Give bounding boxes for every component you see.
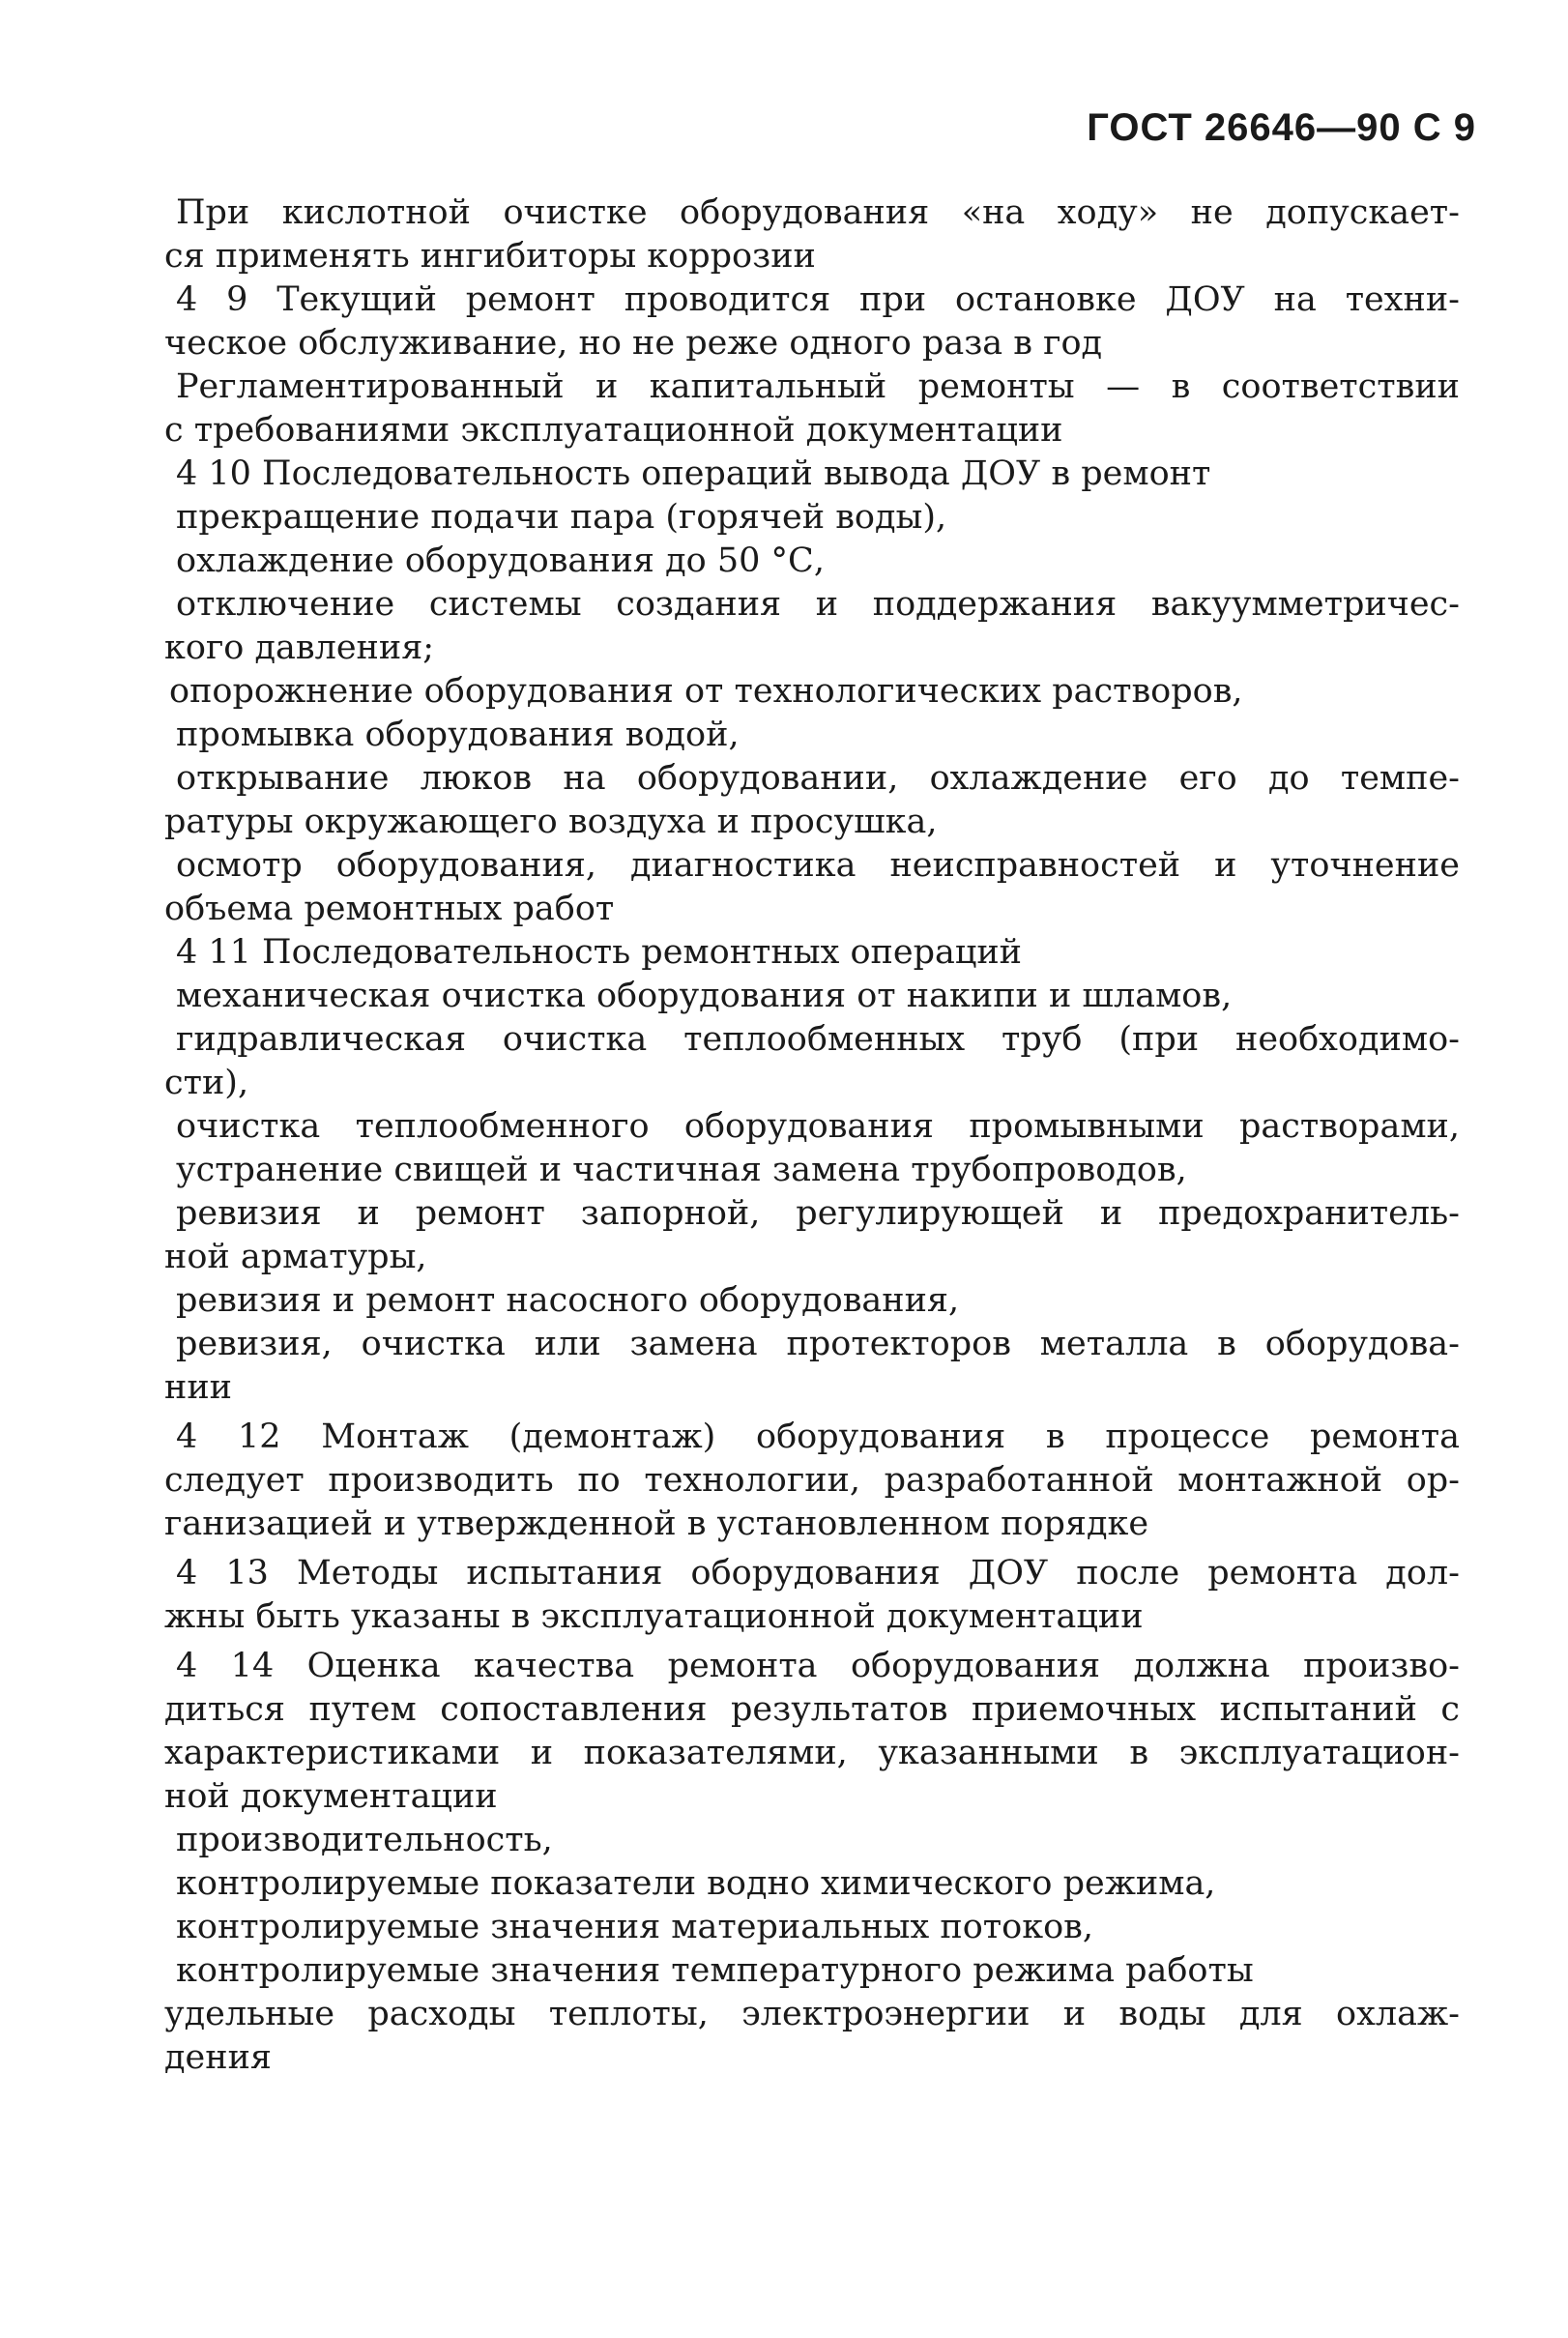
text-line: гидравлическая очистка теплообменных труб (при необходимо- xyxy=(176,1020,1460,1059)
text-line: сти), xyxy=(164,1064,249,1102)
text-line: ганизацией и утвержденной в установленном порядке xyxy=(164,1505,1149,1543)
document-body xyxy=(164,191,1460,2080)
text-line: При кислотной очистке оборудования «на ходу» не допускает- xyxy=(176,193,1460,232)
text-line: ся применять ингибиторы коррозии xyxy=(164,237,816,276)
text-line: ной арматуры, xyxy=(164,1238,427,1276)
text-line: дения xyxy=(164,2038,272,2077)
text-line: 4 11 Последовательность ремонтных операций xyxy=(176,933,1022,972)
text-line: промывка оборудования водой, xyxy=(176,716,740,754)
text-line: объема ремонтных работ xyxy=(164,890,615,928)
text-line: жны быть указаны в эксплуатационной документации xyxy=(164,1597,1144,1636)
text-line: механическая очистка оборудования от накипи и шламов, xyxy=(176,977,1233,1015)
text-line: Регламентированный и капитальный ремонты — в соответствии xyxy=(176,367,1460,406)
text-line: прекращение подачи пара (горячей воды), xyxy=(176,498,947,537)
text-line: нии xyxy=(164,1368,232,1407)
text-line: 4 13 Методы испытания оборудования ДОУ после ремонта дол- xyxy=(176,1554,1460,1593)
text-line: контролируемые значения материальных потоков, xyxy=(176,1908,1094,1946)
document-header: ГОСТ 26646—90 С 9 xyxy=(1087,106,1476,149)
text-line: с требованиями эксплуатационной документации xyxy=(164,411,1063,450)
text-line: ревизия, очистка или замена протекторов металла в оборудова- xyxy=(176,1325,1460,1363)
text-line: охлаждение оборудования до 50 °С, xyxy=(176,541,825,580)
text-line: удельные расходы теплоты, электроэнергии и воды для охлаж- xyxy=(164,1995,1460,2033)
text-line: ной документации xyxy=(164,1777,498,1816)
text-line: ратуры окружающего воздуха и просушка, xyxy=(164,803,938,841)
text-line: контролируемые значения температурного режима работы xyxy=(176,1951,1254,1990)
text-line: 4 14 Оценка качества ремонта оборудования должна произво- xyxy=(176,1647,1460,1685)
text-line: диться путем сопоставления результатов приемочных испытаний с xyxy=(164,1690,1460,1729)
text-line: опорожнение оборудования от технологических растворов, xyxy=(169,672,1243,711)
text-line: осмотр оборудования, диагностика неисправностей и уточнение xyxy=(176,846,1460,885)
text-line: открывание люков на оборудовании, охлаждение его до темпе- xyxy=(176,759,1460,798)
text-line: ческое обслуживание, но не реже одного раза в год xyxy=(164,324,1103,363)
text-line: контролируемые показатели водно химического режима, xyxy=(176,1864,1216,1903)
text-line: отключение системы создания и поддержания вакуумметричес- xyxy=(176,585,1460,624)
text-line: очистка теплообменного оборудования промывными растворами, xyxy=(176,1107,1460,1146)
text-line: 4 10 Последовательность операций вывода ДОУ в ремонт xyxy=(176,454,1211,493)
text-line: 4 9 Текущий ремонт проводится при остановке ДОУ на техни- xyxy=(176,280,1460,319)
text-line: 4 12 Монтаж (демонтаж) оборудования в процессе ремонта xyxy=(176,1417,1460,1456)
text-line: устранение свищей и частичная замена трубопроводов, xyxy=(176,1151,1187,1189)
text-line: характеристиками и показателями, указанными в эксплуатацион- xyxy=(164,1734,1460,1772)
text-line: следует производить по технологии, разработанной монтажной ор- xyxy=(164,1461,1460,1500)
text-line: производительность, xyxy=(176,1821,553,1859)
text-line: ревизия и ремонт запорной, регулирующей и предохранитель- xyxy=(176,1194,1460,1233)
text-line: ревизия и ремонт насосного оборудования, xyxy=(176,1281,960,1320)
text-line: кого давления; xyxy=(164,628,435,667)
